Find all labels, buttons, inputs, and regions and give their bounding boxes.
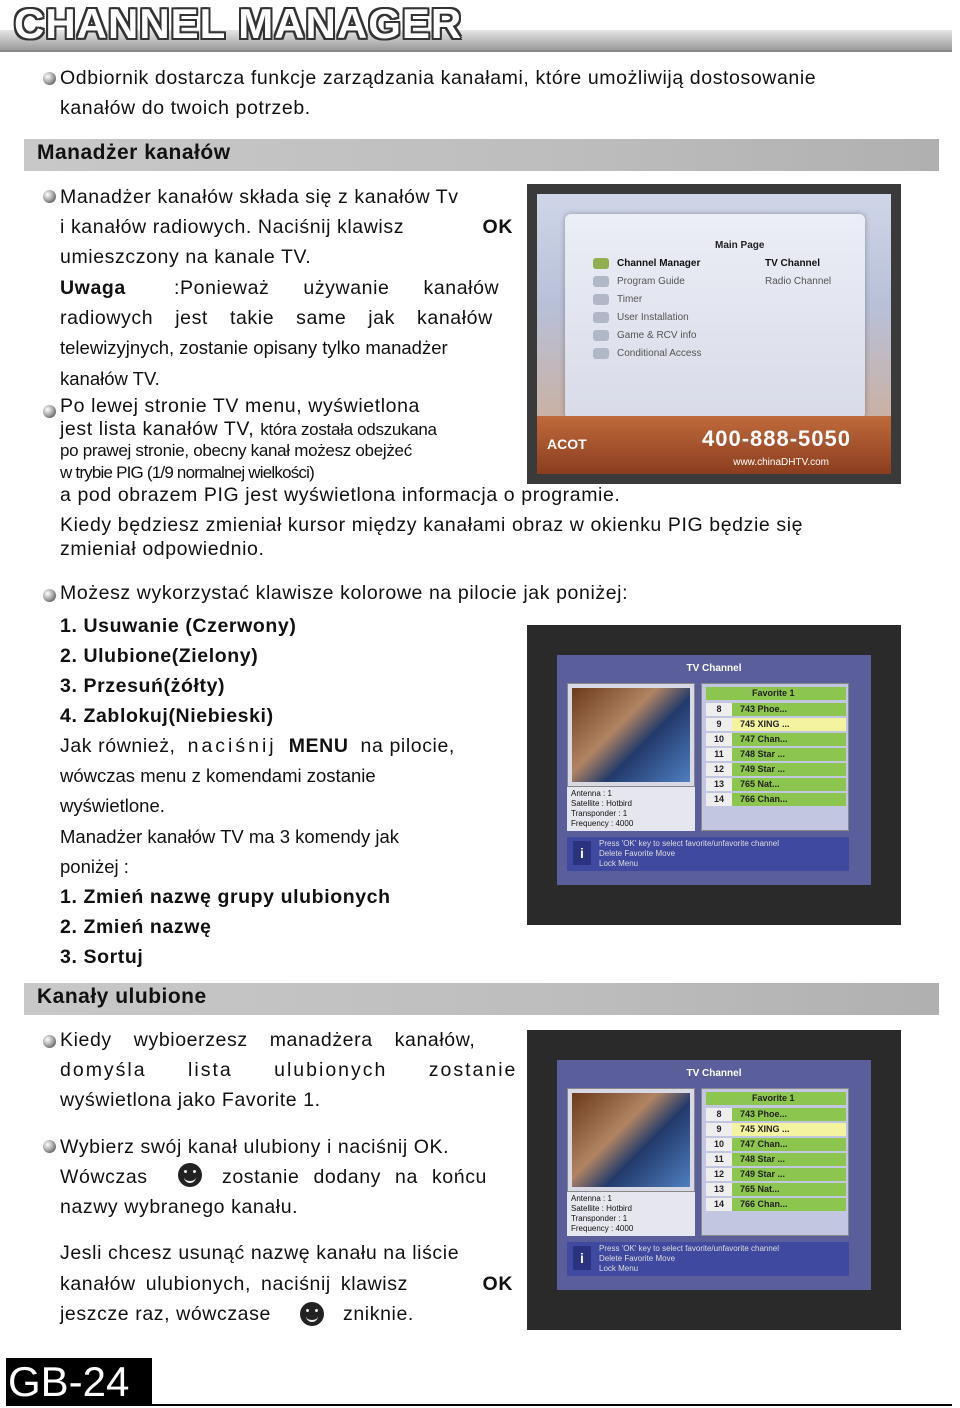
- info-line: Satellite : Hotbird: [571, 799, 632, 808]
- channel-name: 743 Phoe...: [740, 1109, 788, 1119]
- channel-name: 749 Star ...: [740, 764, 786, 774]
- screen-title: TV Channel: [686, 663, 742, 674]
- channel-number: 12: [706, 763, 732, 776]
- paragraph-line: [60, 212, 513, 242]
- info-line: Antenna : 1: [571, 789, 612, 798]
- paragraph-line: Manadżer kanałów TV ma 3 komendy jak: [60, 826, 399, 847]
- channel-row: [706, 748, 846, 761]
- page-number-box: [6, 1358, 152, 1406]
- phone-number: 400-888-5050: [701, 426, 851, 451]
- channel-number: 13: [706, 1183, 732, 1196]
- channel-row: [706, 763, 846, 776]
- favorite-group: Favorite 1: [706, 687, 846, 700]
- channel-number: 10: [706, 733, 732, 746]
- list-item: 2. Ulubione(Zielony): [60, 645, 259, 667]
- paragraph-line: a pod obrazem PIG jest wyświetlona informacja o programie.: [60, 484, 621, 506]
- paragraph-line: Wybierz swój kanał ulubiony i naciśnij OK.: [60, 1136, 450, 1158]
- help-line: Press 'OK' key to select favorite/unfavorite channel: [599, 1244, 780, 1253]
- section-heading: Manadżer kanałów: [37, 141, 231, 164]
- main-page-screenshot: [527, 184, 901, 484]
- paragraph-line: Po lewej stronie TV menu, wyświetlona: [60, 395, 420, 417]
- channel-name: 766 Chan...: [740, 1199, 788, 1209]
- info-line: Frequency : 4000: [571, 1224, 634, 1233]
- brand-logo: ACOT: [547, 436, 587, 452]
- banner: [537, 416, 891, 474]
- text: na pilocie,: [360, 735, 455, 757]
- paragraph-line: umieszczony na kanale TV.: [60, 246, 312, 268]
- note-label: Uwaga: [60, 277, 126, 299]
- channel-name: 765 Nat...: [740, 779, 780, 789]
- paragraph-line: zmieniał odpowiednio.: [60, 538, 265, 560]
- channel-name: 745 XING ...: [740, 1124, 790, 1134]
- paragraph-line: kanałów TV.: [60, 368, 160, 389]
- menu-item: Timer: [617, 294, 643, 305]
- menu-item: Conditional Access: [617, 348, 702, 359]
- text: Jak również,: [60, 735, 176, 757]
- ok-key-label: OK: [482, 1273, 513, 1295]
- channel-name: 748 Star ...: [740, 749, 786, 759]
- bullet-icon: [43, 405, 56, 418]
- channel-name: 747 Chan...: [740, 1139, 788, 1149]
- channel-row: [706, 1198, 846, 1211]
- section-heading-bar: [24, 139, 939, 171]
- menu-icon: [593, 258, 609, 269]
- menu-item: Game & RCV info: [617, 330, 697, 341]
- list-item: 1. Usuwanie (Czerwony): [60, 615, 297, 637]
- page-header: [0, 0, 952, 52]
- menu-icon: [593, 294, 609, 305]
- channel-row: [706, 1168, 846, 1181]
- bullet-icon: [43, 589, 56, 602]
- menu-item: Channel Manager: [617, 258, 701, 269]
- channel-row: [706, 703, 846, 716]
- paragraph-line: Wówczas: [60, 1166, 148, 1188]
- program-info: [567, 787, 695, 831]
- paragraph-line: zostanie dodany na końcu: [222, 1166, 487, 1188]
- channel-name: 749 Star ...: [740, 1169, 786, 1179]
- help-line: Lock Menu: [599, 859, 639, 868]
- paragraph-line: Kiedy wybioerzesz manadżera kanałów,: [60, 1029, 476, 1051]
- channel-name: 745 XING ...: [740, 719, 790, 729]
- submenu-item: TV Channel: [765, 258, 821, 269]
- channel-row: [706, 778, 846, 791]
- text: jest lista kanałów TV,: [60, 418, 255, 440]
- info-line: Transponder : 1: [571, 1214, 628, 1223]
- website: www.chinaDHTV.com: [733, 457, 829, 468]
- help-line: Press 'OK' key to select favorite/unfavorite channel: [599, 839, 780, 848]
- section-heading: Kanały ulubione: [37, 985, 207, 1008]
- channel-name: 743 Phoe...: [740, 704, 788, 714]
- menu-icon: [593, 312, 609, 323]
- info-line: Transponder : 1: [571, 809, 628, 818]
- channel-number: 11: [706, 748, 732, 761]
- submenu-item: Radio Channel: [765, 276, 832, 287]
- pig-image: [572, 688, 690, 782]
- channel-row: [706, 1153, 846, 1166]
- paragraph-line: wyświetlona jako Favorite 1.: [60, 1089, 321, 1111]
- channel-row: [706, 733, 846, 746]
- paragraph-line: po prawej stronie, obecny kanał możesz obejżeć: [60, 441, 412, 460]
- menu-item: Program Guide: [617, 276, 685, 287]
- info-line: Satellite : Hotbird: [571, 1204, 632, 1213]
- smiley-icon: [300, 1302, 324, 1326]
- paragraph-line: w trybie PIG (1/9 normalnej wielkości): [60, 463, 314, 482]
- info-line: Frequency : 4000: [571, 819, 634, 828]
- screen-title: TV Channel: [686, 1068, 742, 1079]
- text: Manadżer kanałów składa się z kanałów Tv: [60, 186, 459, 208]
- channel-row: [706, 1183, 846, 1196]
- text: :Ponieważ używanie kanałów: [174, 277, 500, 299]
- menu-icon: [593, 348, 609, 359]
- channel-name: 747 Chan...: [740, 734, 788, 744]
- channel-number: 9: [706, 1123, 732, 1136]
- paragraph-line: zniknie.: [343, 1303, 414, 1325]
- paragraph-line: telewizyjnych, zostanie opisany tylko manadżer: [60, 337, 448, 358]
- footer-rule: [152, 1404, 952, 1406]
- help-bar: [567, 837, 849, 871]
- channel-number: 9: [706, 718, 732, 731]
- page-title: CHANNEL MANAGER: [14, 0, 463, 47]
- text: która została odszukana: [260, 420, 437, 439]
- channel-number: 14: [706, 1198, 732, 1211]
- channel-number: 13: [706, 778, 732, 791]
- screen: [557, 655, 871, 885]
- screen: [557, 1060, 871, 1290]
- channel-name: 766 Chan...: [740, 794, 788, 804]
- channel-row: [706, 718, 846, 731]
- list-item: 1. Zmień nazwę grupy ulubionych: [60, 886, 391, 908]
- bullet-icon: [43, 190, 56, 203]
- page-number: GB-24: [8, 1358, 130, 1405]
- channel-name: 748 Star ...: [740, 1154, 786, 1164]
- intro-line: Odbiornik dostarcza funkcje zarządzania kanałami, które umożliwiją dostosowanie: [60, 67, 817, 89]
- list-item: 3. Sortuj: [60, 946, 144, 968]
- channel-row: [706, 1138, 846, 1151]
- info-icon: i: [573, 841, 591, 865]
- channel-number: 11: [706, 1153, 732, 1166]
- main-page-panel: [565, 214, 865, 419]
- pig-window: [567, 683, 695, 787]
- paragraph-line: Jesli chcesz usunąć nazwę kanału na liście: [60, 1242, 460, 1264]
- panel-title: Main Page: [715, 240, 765, 251]
- paragraph-line: wyświetlone.: [60, 795, 165, 816]
- channel-name: 765 Nat...: [740, 1184, 780, 1194]
- paragraph-line: [60, 731, 455, 761]
- menu-icon: [593, 276, 609, 287]
- channel-number: 14: [706, 793, 732, 806]
- screen: [537, 194, 891, 474]
- paragraph-line: Kiedy będziesz zmieniał kursor między kanałami obraz w okienku PIG będzie się: [60, 514, 804, 536]
- text: i kanałów radiowych. Naciśnij klawisz: [60, 216, 405, 238]
- section-heading-bar: [24, 983, 939, 1015]
- smiley-icon: [178, 1163, 202, 1187]
- menu-icon: [593, 330, 609, 341]
- menu-key-label: MENU: [288, 735, 349, 757]
- program-info: [567, 1192, 695, 1236]
- paragraph-line: [60, 273, 513, 303]
- channel-list: [701, 1088, 849, 1236]
- channel-row: [706, 793, 846, 806]
- paragraph-line: nazwy wybranego kanału.: [60, 1196, 299, 1218]
- paragraph-line: Możesz wykorzystać klawisze kolorowe na pilocie jak poniżej:: [60, 582, 629, 604]
- channel-row: [706, 1123, 846, 1136]
- paragraph-line: wówczas menu z komendami zostanie: [60, 765, 376, 786]
- channel-number: 10: [706, 1138, 732, 1151]
- paragraph-line: domyśla lista ulubionych zostanie: [60, 1059, 518, 1081]
- channel-row: [706, 1108, 846, 1121]
- help-bar: [567, 1242, 849, 1276]
- list-item: 4. Zablokuj(Niebieski): [60, 705, 274, 727]
- help-line: Lock Menu: [599, 1264, 639, 1273]
- list-item: 3. Przesuń(żółty): [60, 675, 226, 697]
- text: naciśnij: [187, 735, 277, 757]
- paragraph-line: radiowych jest takie same jak kanałów: [60, 307, 493, 329]
- text: kanałów ulubionych, naciśnij klawisz: [60, 1273, 408, 1295]
- help-line: Delete Favorite Move: [599, 1254, 676, 1263]
- channel-number: 12: [706, 1168, 732, 1181]
- help-line: Delete Favorite Move: [599, 849, 676, 858]
- channel-number: 8: [706, 1108, 732, 1121]
- info-icon: i: [573, 1246, 591, 1270]
- channel-list: [701, 683, 849, 831]
- tv-channel-screenshot: [527, 1030, 901, 1330]
- bullet-icon: [43, 72, 56, 85]
- list-item: 2. Zmień nazwę: [60, 916, 212, 938]
- ok-key-label: OK: [482, 216, 513, 238]
- intro-line: kanałów do twoich potrzeb.: [60, 97, 311, 119]
- bullet-icon: [43, 1140, 56, 1153]
- menu-item: User Installation: [617, 312, 689, 323]
- tv-channel-screenshot: [527, 625, 901, 925]
- favorite-group: Favorite 1: [706, 1092, 846, 1105]
- paragraph-line: poniżej :: [60, 856, 129, 877]
- bullet-icon: [43, 1035, 56, 1048]
- channel-number: 8: [706, 703, 732, 716]
- paragraph-line: jeszcze raz, wówczase: [60, 1303, 271, 1325]
- pig-window: [567, 1088, 695, 1192]
- pig-image: [572, 1093, 690, 1187]
- paragraph-line: [60, 1269, 513, 1299]
- info-line: Antenna : 1: [571, 1194, 612, 1203]
- paragraph-line: [60, 182, 513, 212]
